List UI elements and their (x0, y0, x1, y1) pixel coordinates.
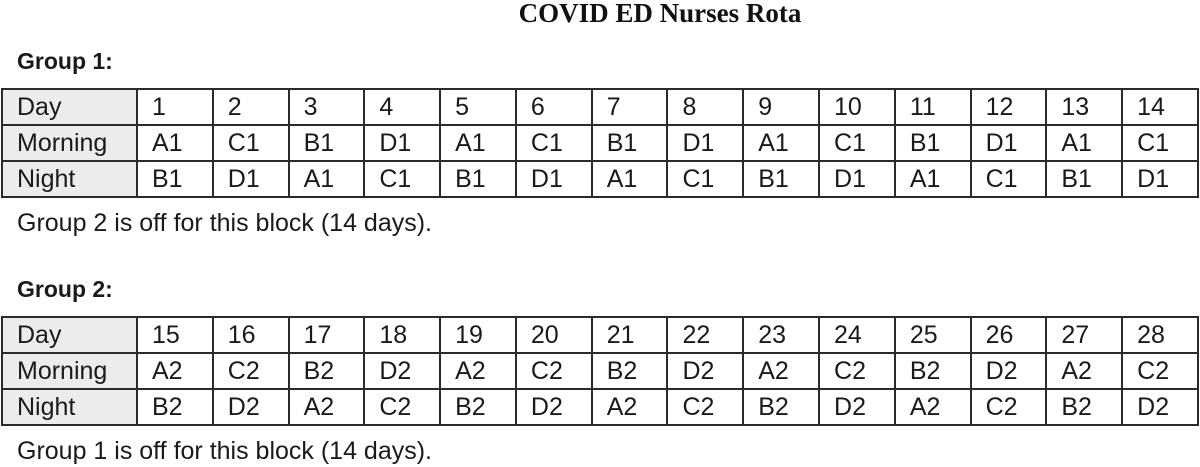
row-label-day: Day (2, 317, 137, 353)
morning-shift-cell: C1 (516, 125, 592, 161)
morning-shift-cell: C2 (516, 353, 592, 389)
group-2-rota-table (1, 316, 1199, 426)
morning-shift-cell: B1 (592, 125, 668, 161)
day-cell: 9 (743, 89, 819, 125)
morning-row (2, 125, 1198, 161)
morning-shift-cell: C2 (213, 353, 289, 389)
day-cell: 10 (819, 89, 895, 125)
day-cell: 26 (971, 317, 1047, 353)
night-shift-cell: B2 (440, 389, 516, 425)
day-cell: 16 (213, 317, 289, 353)
night-shift-cell: A1 (895, 161, 971, 197)
day-cell: 17 (289, 317, 365, 353)
page-title: COVID ED Nurses Rota (518, 0, 802, 28)
row-label-day: Day (2, 89, 137, 125)
morning-shift-cell: B1 (895, 125, 971, 161)
day-cell: 21 (592, 317, 668, 353)
night-shift-cell: B2 (137, 389, 213, 425)
night-shift-cell: C1 (364, 161, 440, 197)
day-cell: 27 (1046, 317, 1122, 353)
group-2-note: Group 1 is off for this block (14 days). (17, 437, 433, 465)
day-cell: 12 (971, 89, 1047, 125)
morning-shift-cell: A1 (1046, 125, 1122, 161)
morning-shift-cell: A2 (1046, 353, 1122, 389)
group-1-note: Group 2 is off for this block (14 days). (17, 209, 433, 237)
day-cell: 22 (667, 317, 743, 353)
night-shift-cell: D1 (819, 161, 895, 197)
morning-shift-cell: C1 (819, 125, 895, 161)
night-shift-cell: A2 (289, 389, 365, 425)
morning-shift-cell: A2 (440, 353, 516, 389)
night-shift-cell: A2 (895, 389, 971, 425)
day-cell: 11 (895, 89, 971, 125)
morning-shift-cell: D1 (971, 125, 1047, 161)
morning-shift-cell: D1 (364, 125, 440, 161)
group-1-heading: Group 1: (17, 48, 113, 74)
night-shift-cell: B1 (743, 161, 819, 197)
day-cell: 24 (819, 317, 895, 353)
morning-shift-cell: B2 (895, 353, 971, 389)
day-cell: 5 (440, 89, 516, 125)
night-shift-cell: A1 (592, 161, 668, 197)
night-shift-cell: D1 (1122, 161, 1198, 197)
day-cell: 20 (516, 317, 592, 353)
morning-shift-cell: D2 (971, 353, 1047, 389)
night-shift-cell: C1 (971, 161, 1047, 197)
day-cell: 6 (516, 89, 592, 125)
day-cell: 13 (1046, 89, 1122, 125)
group-1-rota-table (1, 88, 1199, 198)
day-cell: 18 (364, 317, 440, 353)
day-row (2, 317, 1198, 353)
morning-shift-cell: B1 (289, 125, 365, 161)
night-shift-cell: B1 (1046, 161, 1122, 197)
night-shift-cell: D1 (516, 161, 592, 197)
day-cell: 25 (895, 317, 971, 353)
night-shift-cell: A1 (289, 161, 365, 197)
night-shift-cell: D2 (819, 389, 895, 425)
morning-shift-cell: A1 (743, 125, 819, 161)
morning-shift-cell: B2 (289, 353, 365, 389)
day-cell: 19 (440, 317, 516, 353)
day-cell: 3 (289, 89, 365, 125)
night-shift-cell: B1 (137, 161, 213, 197)
day-cell: 7 (592, 89, 668, 125)
row-label-night: Night (2, 389, 137, 425)
night-shift-cell: C2 (667, 389, 743, 425)
night-shift-cell: B2 (743, 389, 819, 425)
morning-shift-cell: A1 (137, 125, 213, 161)
morning-shift-cell: A2 (137, 353, 213, 389)
day-cell: 15 (137, 317, 213, 353)
night-row (2, 389, 1198, 425)
night-shift-cell: C2 (364, 389, 440, 425)
morning-shift-cell: D2 (364, 353, 440, 389)
morning-shift-cell: C2 (819, 353, 895, 389)
day-cell: 14 (1122, 89, 1198, 125)
day-cell: 8 (667, 89, 743, 125)
row-label-night: Night (2, 161, 137, 197)
row-label-morning: Morning (2, 125, 137, 161)
day-cell: 1 (137, 89, 213, 125)
row-label-morning: Morning (2, 353, 137, 389)
morning-shift-cell: C1 (213, 125, 289, 161)
morning-shift-cell: A2 (743, 353, 819, 389)
morning-shift-cell: C1 (1122, 125, 1198, 161)
night-shift-cell: D1 (213, 161, 289, 197)
night-shift-cell: D2 (213, 389, 289, 425)
day-cell: 28 (1122, 317, 1198, 353)
night-shift-cell: D2 (516, 389, 592, 425)
group-2-heading: Group 2: (17, 276, 113, 302)
morning-shift-cell: A1 (440, 125, 516, 161)
night-shift-cell: C1 (667, 161, 743, 197)
morning-shift-cell: B2 (592, 353, 668, 389)
morning-shift-cell: C2 (1122, 353, 1198, 389)
day-cell: 2 (213, 89, 289, 125)
night-shift-cell: C2 (971, 389, 1047, 425)
night-shift-cell: B1 (440, 161, 516, 197)
night-row (2, 161, 1198, 197)
day-cell: 23 (743, 317, 819, 353)
day-cell: 4 (364, 89, 440, 125)
night-shift-cell: D2 (1122, 389, 1198, 425)
morning-shift-cell: D1 (667, 125, 743, 161)
night-shift-cell: B2 (1046, 389, 1122, 425)
morning-row (2, 353, 1198, 389)
night-shift-cell: A2 (592, 389, 668, 425)
morning-shift-cell: D2 (667, 353, 743, 389)
day-row (2, 89, 1198, 125)
